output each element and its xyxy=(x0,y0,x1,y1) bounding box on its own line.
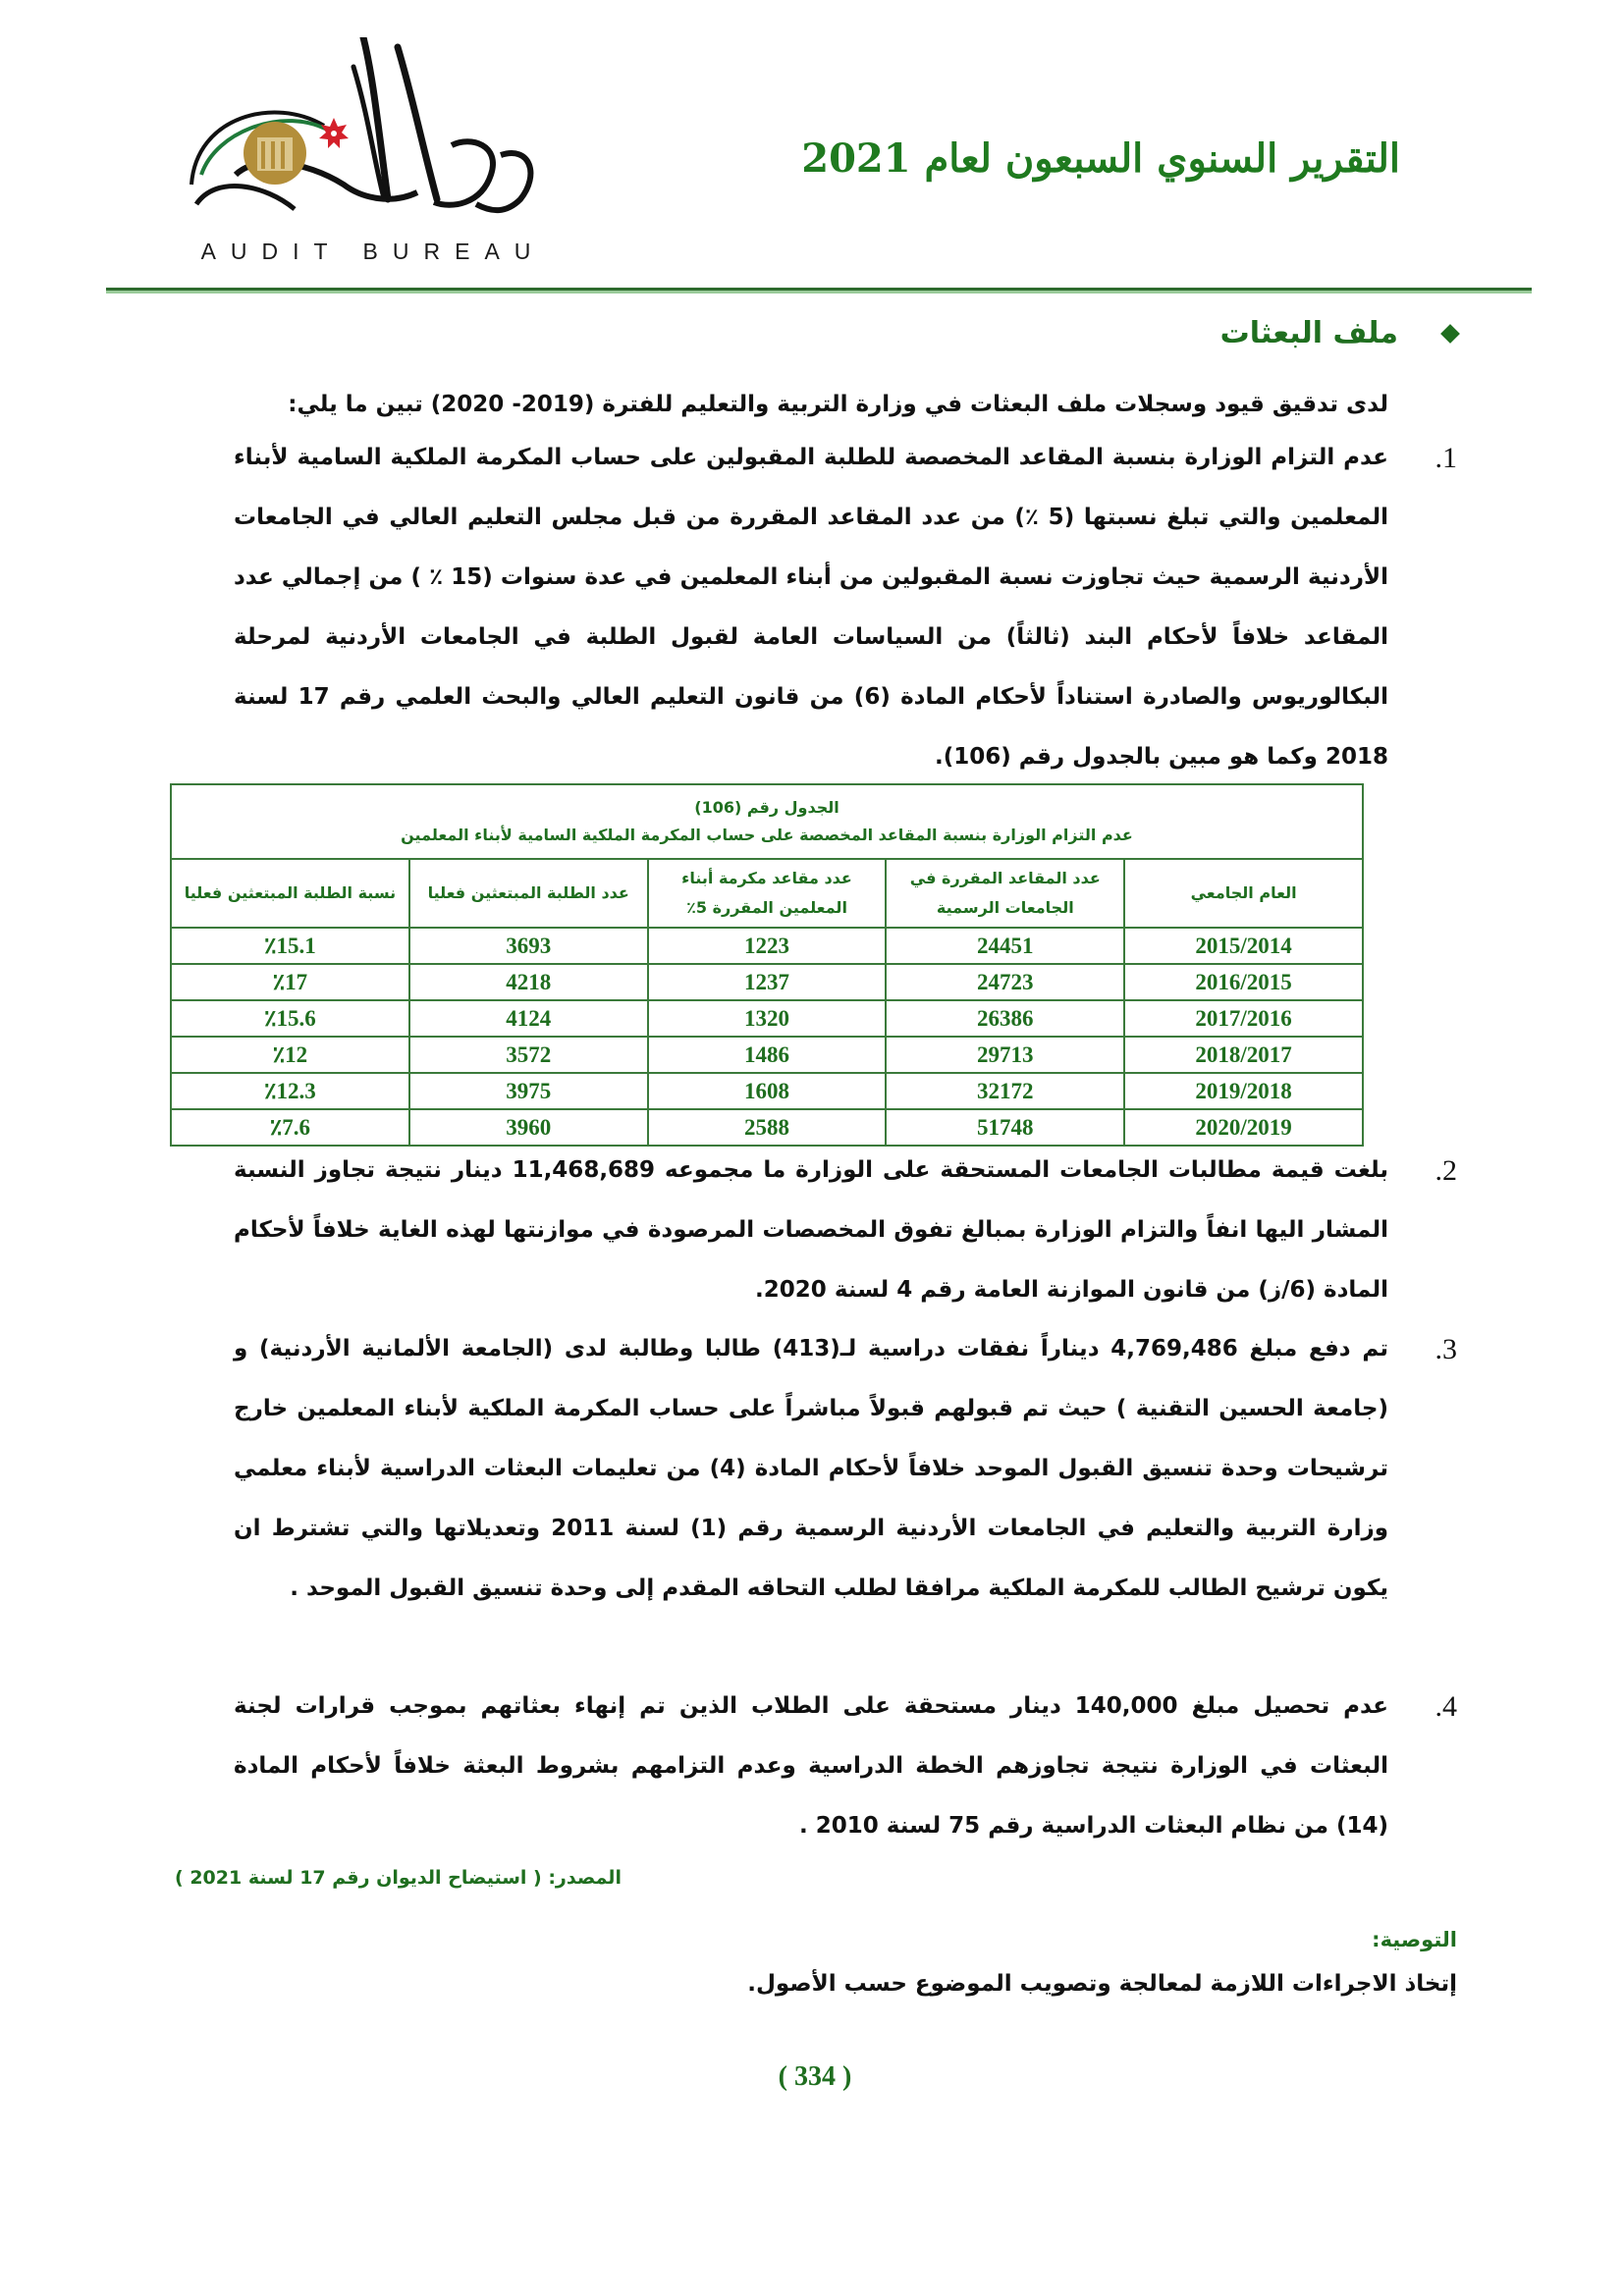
table-header-row xyxy=(171,859,1363,928)
cell-students: 4218 xyxy=(409,964,648,1000)
table-subtitle: عدم التزام الوزارة بنسبة المقاعد المخصصة على حساب المكرمة الملكية السامية لأبناء المعلمين xyxy=(401,826,1133,844)
section-title: ملف البعثات xyxy=(1219,316,1398,350)
diamond-bullet-icon xyxy=(1440,324,1460,344)
item-text: بلغت قيمة مطالبات الجامعات المستحقة على الوزارة ما مجموعه 11,468,689 دينار نتيجة تجاوز النسبة المشار اليها انفاً والتزام الوزارة بمبالغ تفوق المخصصات المرصودة في موازنتها لهذه الغاية خلافاً لأحكام المادة (6/ز) من قانون الموازنة العامة رقم 4 لسنة 2020. xyxy=(234,1157,1388,1303)
table-caption xyxy=(171,784,1363,859)
cell-percentage: ٪7.6 xyxy=(171,1109,409,1146)
item-number: 3. xyxy=(1435,1333,1457,1365)
table-row xyxy=(171,1037,1363,1073)
cell-seats: 51748 xyxy=(886,1109,1124,1146)
audit-bureau-logo xyxy=(177,37,569,265)
item-text: عدم التزام الوزارة بنسبة المقاعد المخصصة للطلبة المقبولين على حساب المكرمة الملكية السامية لأبناء المعلمين والتي تبلغ نسبتها (5 ٪) من عدد المقاعد المقررة من قبل مجلس التعليم العالي في الجامعات الأردنية الرسمية حيث تجاوزت نسبة المقبولين من أبناء المعلمين في عدة سنوات (15 ٪ ) من إجمالي عدد المقاعد خلافاً لأحكام البند (ثالثاً) من السياسات العامة لقبول الطلبة في الجامعات الأردنية لمرحلة البكالوريوس والصادرة استناداً لأحكام المادة (6) من قانون التعليم العالي والبحث العلمي رقم 17 لسنة 2018 وكما هو مبين بالجدول رقم (106). xyxy=(234,445,1389,770)
item-number: 4. xyxy=(1435,1690,1457,1723)
table-row xyxy=(171,1000,1363,1037)
cell-grant-seats: 1608 xyxy=(648,1073,887,1109)
table-row xyxy=(171,964,1363,1000)
cell-grant-seats: 1320 xyxy=(648,1000,887,1037)
cell-percentage: ٪12.3 xyxy=(171,1073,409,1109)
cell-year: 2020/2019 xyxy=(1124,1109,1363,1146)
cell-grant-seats: 2588 xyxy=(648,1109,887,1146)
cell-students: 3572 xyxy=(409,1037,648,1073)
cell-percentage: ٪17 xyxy=(171,964,409,1000)
cell-year: 2018/2017 xyxy=(1124,1037,1363,1073)
logo-english-name: AUDIT BUREAU xyxy=(200,239,546,264)
header-divider xyxy=(106,288,1532,294)
table-row xyxy=(171,1073,1363,1109)
audit-bureau-emblem-icon xyxy=(177,37,569,234)
cell-year: 2019/2018 xyxy=(1124,1073,1363,1109)
cell-seats: 32172 xyxy=(886,1073,1124,1109)
table-106 xyxy=(170,783,1364,1147)
cell-grant-seats: 1223 xyxy=(648,928,887,964)
table-title: الجدول رقم (106) xyxy=(694,798,839,817)
page-number: ( 334 ) xyxy=(778,2061,852,2092)
item-text: عدم تحصيل مبلغ 140,000 دينار مستحقة على الطلاب الذين تم إنهاء بعثاتهم بموجب قرارات لجنة البعثات في الوزارة نتيجة تجاوزهم الخطة الدراسية وعدم التزامهم بشروط البعثة خلافاً لأحكام المادة (14) من نظام البعثات الدراسية رقم 75 لسنة 2010 . xyxy=(234,1693,1388,1839)
cell-year: 2017/2016 xyxy=(1124,1000,1363,1037)
column-header-percentage: نسبة الطلبة المبتعثين فعليا xyxy=(171,859,409,928)
recommendation-text: إتخاذ الاجراءات اللازمة لمعالجة وتصويب الموضوع حسب الأصول. xyxy=(747,1971,1457,1997)
cell-seats: 24451 xyxy=(886,928,1124,964)
cell-year: 2016/2015 xyxy=(1124,964,1363,1000)
cell-percentage: ٪15.6 xyxy=(171,1000,409,1037)
intro-paragraph: لدى تدقيق قيود وسجلات ملف البعثات في وزارة التربية والتعليم للفترة (2019- 2020) تبين ما يلي: xyxy=(288,392,1388,417)
cell-percentage: ٪12 xyxy=(171,1037,409,1073)
source-note: المصدر: ( استيضاح الديوان رقم 17 لسنة 2021 ) xyxy=(175,1867,622,1889)
cell-percentage: ٪15.1 xyxy=(171,928,409,964)
cell-students: 3693 xyxy=(409,928,648,964)
recommendation-label: التوصية: xyxy=(1372,1928,1457,1951)
cell-seats: 29713 xyxy=(886,1037,1124,1073)
cell-seats: 26386 xyxy=(886,1000,1124,1037)
section-heading xyxy=(1220,316,1457,350)
cell-grant-seats: 1486 xyxy=(648,1037,887,1073)
report-title: التقرير السنوي السبعون لعام 2021 xyxy=(801,135,1400,182)
table-caption-row xyxy=(171,784,1363,859)
page-header xyxy=(0,0,1624,294)
cell-students: 3975 xyxy=(409,1073,648,1109)
column-header-academic-year: العام الجامعي xyxy=(1124,859,1363,928)
item-text: تم دفع مبلغ 4,769,486 ديناراً نفقات دراسية لـ(413) طالبا وطالبة لدى (الجامعة الألمانية الأردنية) و (جامعة الحسين التقنية ) حيث تم قبولهم قبولاً مباشراً على حساب المكرمة الملكية لأبناء المعلمين خارج ترشيحات وحدة تنسيق القبول الموحد خلافاً لأحكام المادة (4) من تعليمات البعثات الدراسية لأبناء معلمي وزارة التربية والتعليم في الجامعات الأردنية الرسمية رقم (1) لسنة 2011 وتعديلاتها والتي تشترط ان يكون ترشيح الطالب للمكرمة الملكية مرافقا لطلب التحاقه المقدم إلى وحدة تنسيق القبول الموحد . xyxy=(234,1336,1389,1601)
cell-seats: 24723 xyxy=(886,964,1124,1000)
cell-grant-seats: 1237 xyxy=(648,964,887,1000)
cell-year: 2015/2014 xyxy=(1124,928,1363,964)
item-number: 2. xyxy=(1435,1154,1457,1187)
column-header-students-sent: عدد الطلبة المبتعثين فعليا xyxy=(409,859,648,928)
item-number: 1. xyxy=(1435,442,1457,474)
column-header-seats-official: عدد المقاعد المقررة في الجامعات الرسمية xyxy=(886,859,1124,928)
cell-students: 4124 xyxy=(409,1000,648,1037)
cell-students: 3960 xyxy=(409,1109,648,1146)
column-header-grant-seats: عدد مقاعد مكرمة أبناء المعلمين المقررة 5٪ xyxy=(648,859,887,928)
table-row xyxy=(171,928,1363,964)
